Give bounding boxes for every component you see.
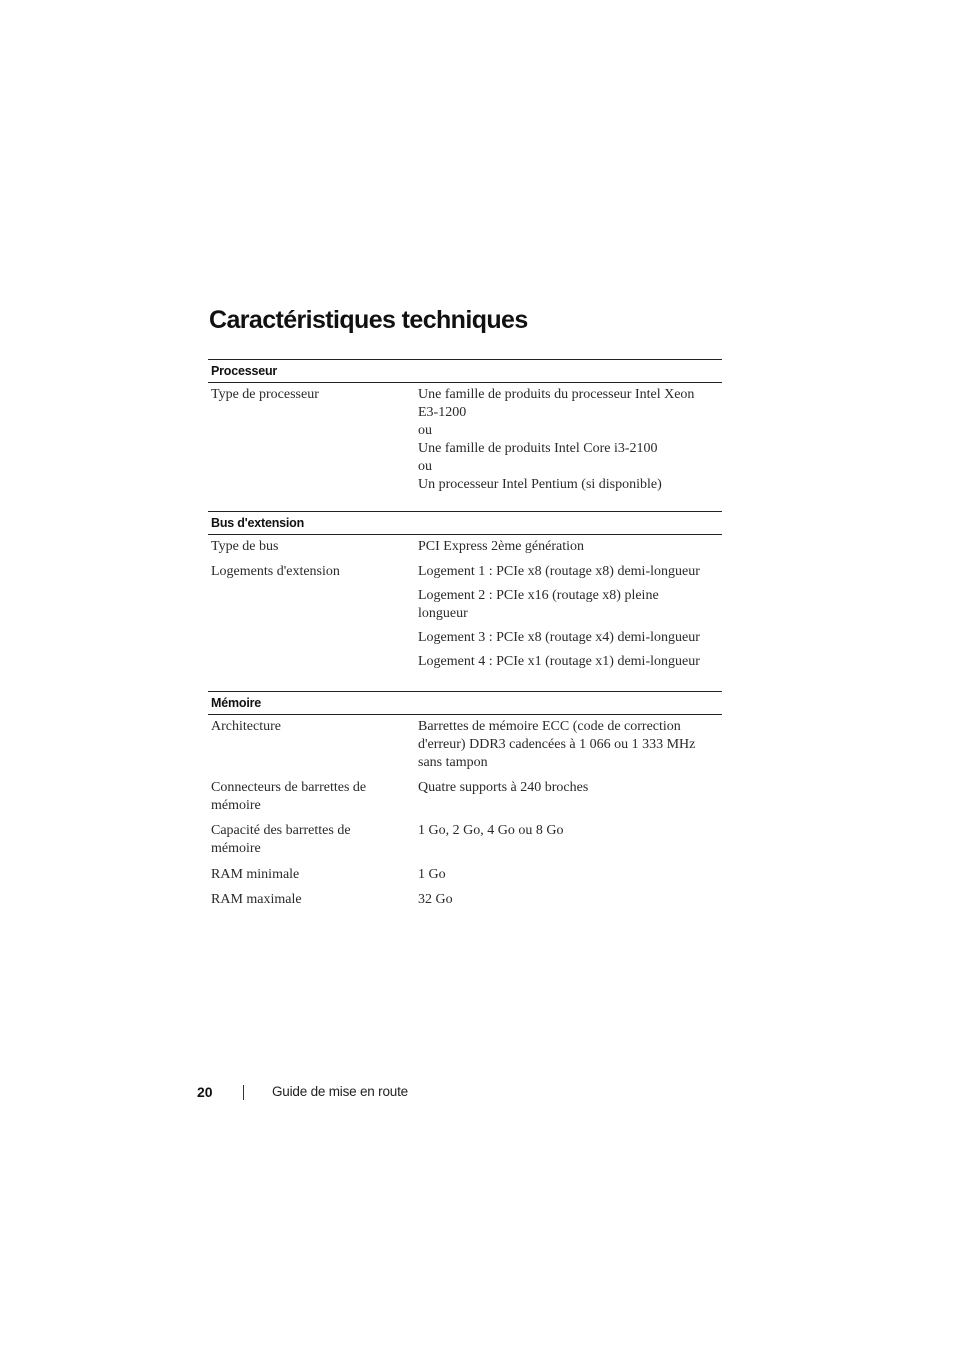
section-header-expansion-bus: Bus d'extension [208,511,722,535]
spec-row-ram-max [208,891,722,916]
row-label: Architecture [211,719,281,734]
spec-row-bus-type [208,538,722,563]
spec-row-processor-type [208,386,722,512]
row-values [418,891,728,909]
row-value: Une famille de produits du processeur Intel Xeon E3-1200 ou Une famille de produits Intel Core i3-2100 ou Un processeur Intel Pentium (si disponible) [418,387,695,492]
footer-page-number: 20 [197,1084,213,1100]
spec-row-memory-connectors [208,779,722,822]
row-value: Quatre supports à 240 broches [418,780,589,795]
row-value: 32 Go [418,892,453,907]
row-label: RAM minimale [211,867,300,882]
row-values [418,718,728,772]
page-title: Caractéristiques techniques [209,306,528,334]
row-label: Connecteurs de barrettes de mémoire [211,780,367,813]
row-values [418,822,728,840]
row-value: 1 Go, 2 Go, 4 Go ou 8 Go [418,823,564,838]
row-value-slot-4: Logement 4 : PCIe x1 (routage x1) demi-longueur [418,654,700,669]
row-label: Type de processeur [211,387,319,402]
row-label: Capacité des barrettes de mémoire [211,823,351,856]
section-processor [208,359,722,512]
row-value-slot-3: Logement 3 : PCIe x8 (routage x4) demi-longueur [418,630,700,645]
spec-row-expansion-slots [208,563,722,683]
section-expansion-bus [208,511,722,683]
row-value-slot-1: Logement 1 : PCIe x8 (routage x8) demi-longueur [418,564,700,579]
row-values [418,386,728,494]
row-value: 1 Go [418,867,446,882]
spec-row-architecture [208,718,722,779]
row-label: RAM maximale [211,892,302,907]
row-values [418,779,728,797]
row-value: Barrettes de mémoire ECC (code de correction d'erreur) DDR3 cadencées à 1 066 ou 1 333 MHz sans tampon [418,719,696,770]
footer-separator [243,1085,244,1100]
section-header-processor: Processeur [208,359,722,383]
section-memory [208,691,722,916]
row-value: PCI Express 2ème génération [418,539,585,554]
spec-row-memory-capacity [208,822,722,866]
row-values [418,866,728,884]
row-values [418,563,728,671]
spec-row-ram-min [208,866,722,891]
footer-document-title: Guide de mise en route [272,1084,408,1099]
section-header-memory: Mémoire [208,691,722,715]
row-value-slot-2: Logement 2 : PCIe x16 (routage x8) pleine longueur [418,588,659,621]
row-label: Type de bus [211,539,279,554]
row-values [418,538,728,556]
row-label: Logements d'extension [211,564,340,579]
